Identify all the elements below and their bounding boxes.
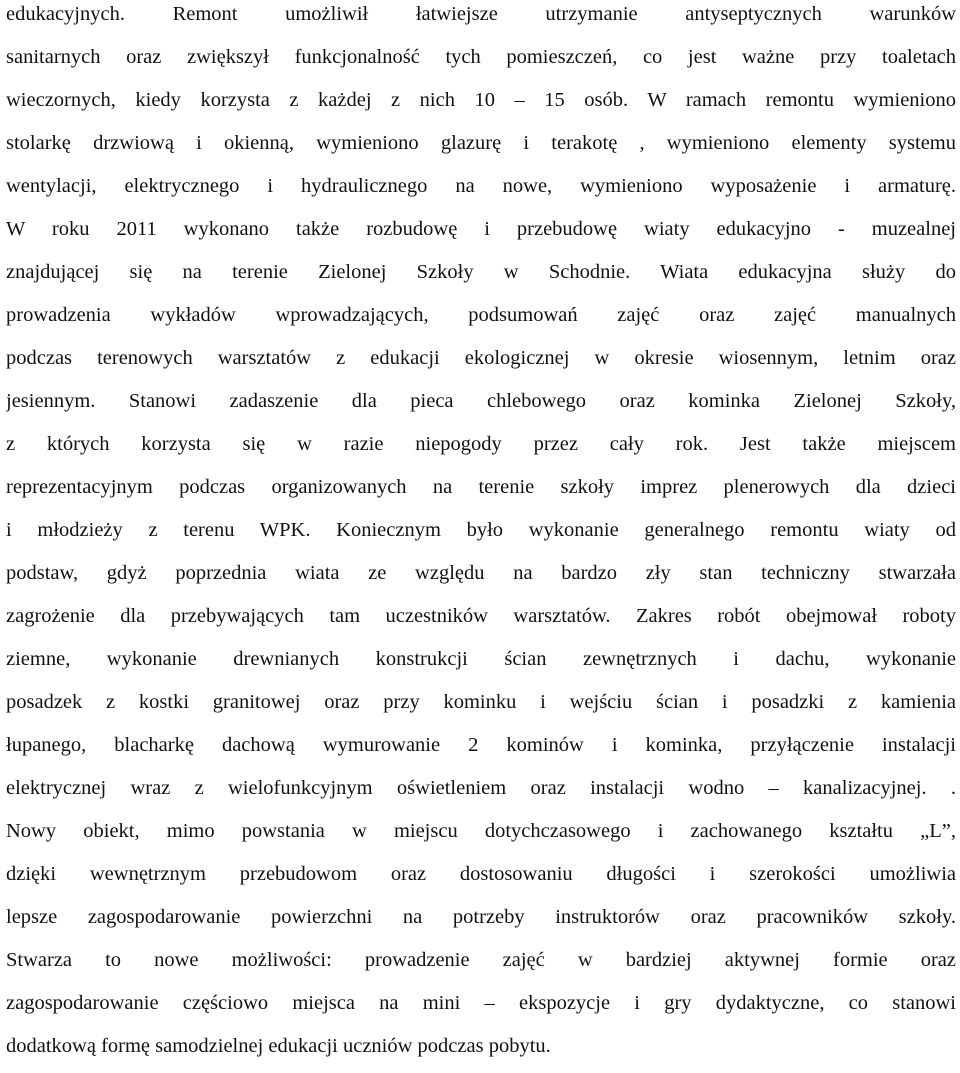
text-line: podstaw, gdyż poprzednia wiata ze względu na bardzo zły stan techniczny stwarzała [6, 562, 956, 584]
text-line: stolarkę drzwiową i okienną, wymieniono glazurę i terakotę , wymieniono elementy systemu [6, 132, 956, 154]
text-line: ziemne, wykonanie drewnianych konstrukcji ścian zewnętrznych i dachu, wykonanie [6, 648, 956, 670]
text-line: podczas terenowych warsztatów z edukacji ekologicznej w okresie wiosennym, letnim oraz [6, 347, 956, 369]
text-line: z których korzysta się w razie niepogody przez cały rok. Jest także miejscem [6, 433, 956, 455]
text-line: reprezentacyjnym podczas organizowanych na terenie szkoły imprez plenerowych dla dzieci [6, 476, 956, 498]
text-line: posadzek z kostki granitowej oraz przy kominku i wejściu ścian i posadzki z kamienia [6, 691, 956, 713]
text-line: sanitarnych oraz zwiększył funkcjonalność tych pomieszczeń, co jest ważne przy toaletach [6, 46, 956, 68]
text-line: prowadzenia wykładów wprowadzających, podsumowań zajęć oraz zajęć manualnych [6, 304, 956, 326]
text-line: zagospodarowanie częściowo miejsca na mini – ekspozycje i gry dydaktyczne, co stanowi [6, 992, 956, 1014]
text-line: zagrożenie dla przebywających tam uczestników warsztatów. Zakres robót obejmował roboty [6, 605, 956, 627]
text-line: dzięki wewnętrznym przebudowom oraz dostosowaniu długości i szerokości umożliwia [6, 863, 956, 885]
text-line: W roku 2011 wykonano także rozbudowę i przebudowę wiaty edukacyjno - muzealnej [6, 218, 956, 240]
text-line: lepsze zagospodarowanie powierzchni na potrzeby instruktorów oraz pracowników szkoły. [6, 906, 956, 928]
text-line: dodatkową formę samodzielnej edukacji uczniów podczas pobytu. [6, 1035, 551, 1057]
text-line: wentylacji, elektrycznego i hydraulicznego na nowe, wymieniono wyposażenie i armaturę. [6, 175, 956, 197]
text-line: elektrycznej wraz z wielofunkcyjnym oświetleniem oraz instalacji wodno – kanalizacyjnej. . [6, 777, 956, 799]
text-line: znajdującej się na terenie Zielonej Szkoły w Schodnie. Wiata edukacyjna służy do [6, 261, 956, 283]
text-line: Stwarza to nowe możliwości: prowadzenie zajęć w bardziej aktywnej formie oraz [6, 949, 956, 971]
text-line: edukacyjnych. Remont umożliwił łatwiejsze utrzymanie antyseptycznych warunków [6, 3, 956, 25]
text-line: i młodzieży z terenu WPK. Koniecznym było wykonanie generalnego remontu wiaty od [6, 519, 956, 541]
text-line: Nowy obiekt, mimo powstania w miejscu dotychczasowego i zachowanego kształtu „L”, [6, 820, 956, 842]
text-line: łupanego, blacharkę dachową wymurowanie 2 kominów i kominka, przyłączenie instalacji [6, 734, 956, 756]
text-line: wieczornych, kiedy korzysta z każdej z nich 10 – 15 osób. W ramach remontu wymieniono [6, 89, 956, 111]
text-line: jesiennym. Stanowi zadaszenie dla pieca chlebowego oraz kominka Zielonej Szkoły, [6, 390, 956, 412]
